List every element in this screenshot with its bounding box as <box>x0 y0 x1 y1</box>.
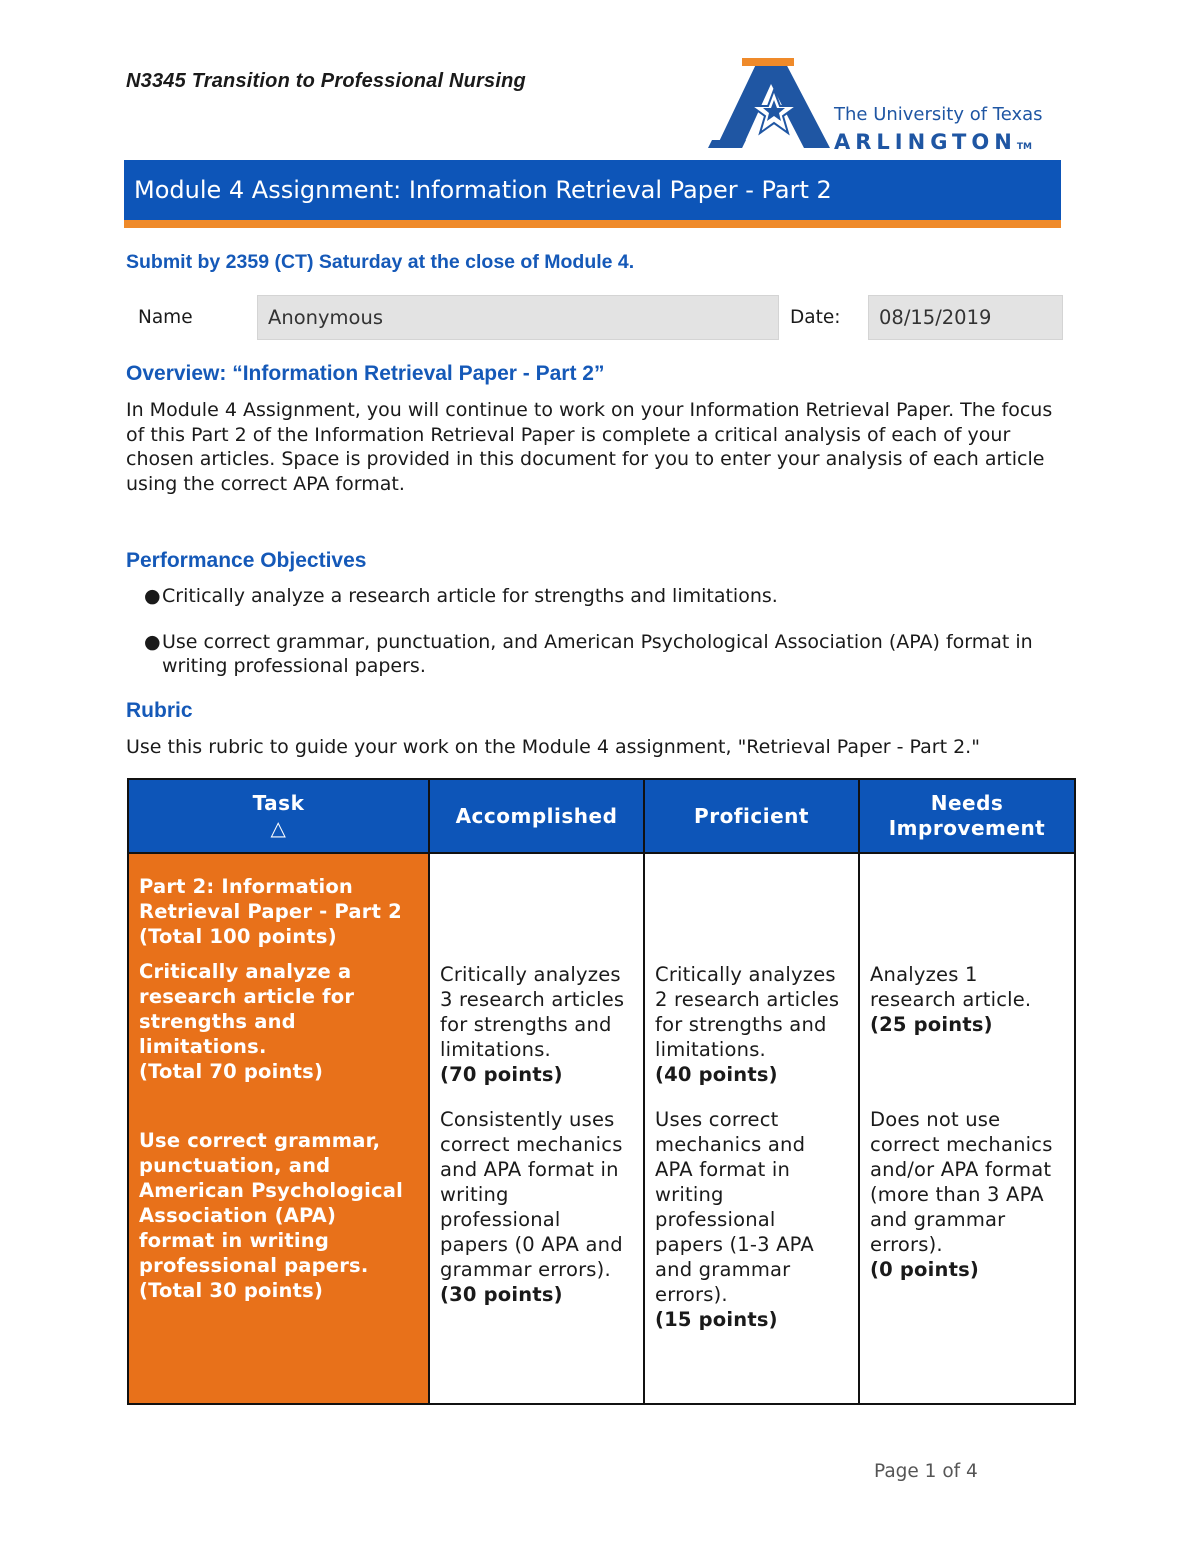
date-field[interactable]: 08/15/2019 <box>868 295 1063 340</box>
col-header-needs-improvement: Needs Improvement <box>859 779 1075 853</box>
logo-trademark: TM <box>1016 142 1032 152</box>
task-cell <box>128 853 429 1404</box>
accomplished-c1-points: (70 points) <box>440 1063 563 1086</box>
needs-improvement-cell <box>859 853 1075 1404</box>
task-part-total: (Total 100 points) <box>139 925 337 948</box>
rubric-table <box>127 778 1076 1405</box>
task-criterion-1-total: (Total 70 points) <box>139 1060 324 1083</box>
accomplished-c1: Critically analyzes 3 research articles for strengths and limitations. <box>440 963 625 1061</box>
date-label: Date: <box>790 307 841 328</box>
title-banner <box>124 160 1061 228</box>
task-part-title: Part 2: Information Retrieval Paper - Part 2 <box>139 875 402 923</box>
overview-line: of this Part 2 of the Information Retrieval Paper is complete a critical analysis of each of your <box>126 423 1011 446</box>
overview-paragraph <box>126 398 1066 496</box>
task-criterion-2: Use correct grammar, punctuation, and American Psychological Association (APA) format in writing professional papers. <box>139 1129 403 1277</box>
objectives-heading: Performance Objectives <box>126 549 367 572</box>
uta-a-star-icon <box>706 56 836 156</box>
overview-heading: Overview: “Information Retrieval Paper - Part 2” <box>126 362 605 385</box>
proficient-c2: Uses correct mechanics and APA format in writing professional papers (1-3 APA and grammar errors). <box>655 1108 814 1306</box>
needs-improvement-c2-points: (0 points) <box>870 1258 980 1281</box>
table-header-row <box>128 779 1075 853</box>
col-header-proficient: Proficient <box>644 779 859 853</box>
list-item: ● Critically analyze a research article for strengths and limitations. <box>144 585 778 607</box>
proficient-cell <box>644 853 859 1404</box>
name-field[interactable]: Anonymous <box>257 295 779 340</box>
name-label: Name <box>138 307 193 328</box>
accomplished-c2-points: (30 points) <box>440 1283 563 1306</box>
rubric-intro: Use this rubric to guide your work on the Module 4 assignment, "Retrieval Paper - Part 2." <box>126 736 980 758</box>
col-header-task[interactable]: Task △ <box>128 779 429 853</box>
accomplished-c2: Consistently uses correct mechanics and APA format in writing professional papers (0 APA and grammar errors). <box>440 1108 623 1281</box>
objectives-list <box>142 584 1072 700</box>
table-row <box>128 853 1075 1404</box>
overview-line: using the correct APA format. <box>126 472 405 495</box>
uta-logo <box>706 56 1066 156</box>
proficient-c2-points: (15 points) <box>655 1308 778 1331</box>
proficient-c1-points: (40 points) <box>655 1063 778 1086</box>
col-header-accomplished: Accomplished <box>429 779 644 853</box>
needs-improvement-c1-points: (25 points) <box>870 1013 993 1036</box>
needs-improvement-c1: Analyzes 1 research article. <box>870 963 1032 1011</box>
overview-line: In Module 4 Assignment, you will continue to work on your Information Retrieval Paper. The focus <box>126 399 1053 421</box>
proficient-c1: Critically analyzes 2 research articles for strengths and limitations. <box>655 963 840 1061</box>
course-title: N3345 Transition to Professional Nursing <box>126 70 526 92</box>
bullet-icon: ● <box>144 630 161 653</box>
logo-university-text: The University of Texas <box>834 104 1043 125</box>
logo-campus-text: ARLINGTONTM <box>834 130 1032 154</box>
task-criterion-2-total: (Total 30 points) <box>139 1279 324 1302</box>
list-item: ● Use correct grammar, punctuation, and American Psychological Association (APA) format in writing professional papers. <box>144 630 1033 677</box>
bullet-icon: ● <box>144 585 161 607</box>
page-number: Page 1 of 4 <box>874 1461 978 1482</box>
submit-deadline: Submit by 2359 (CT) Saturday at the close of Module 4. <box>126 251 635 273</box>
sort-triangle-icon[interactable]: △ <box>270 816 287 840</box>
assignment-title: Module 4 Assignment: Information Retrieval Paper - Part 2 <box>134 176 832 204</box>
needs-improvement-c2: Does not use correct mechanics and/or APA format (more than 3 APA and grammar errors). <box>870 1108 1053 1256</box>
overview-line: chosen articles. Space is provided in this document for you to enter your analysis of each article <box>126 448 1045 470</box>
accomplished-cell <box>429 853 644 1404</box>
rubric-heading: Rubric <box>126 699 193 722</box>
task-criterion-1: Critically analyze a research article for strengths and limitations. <box>139 960 355 1058</box>
